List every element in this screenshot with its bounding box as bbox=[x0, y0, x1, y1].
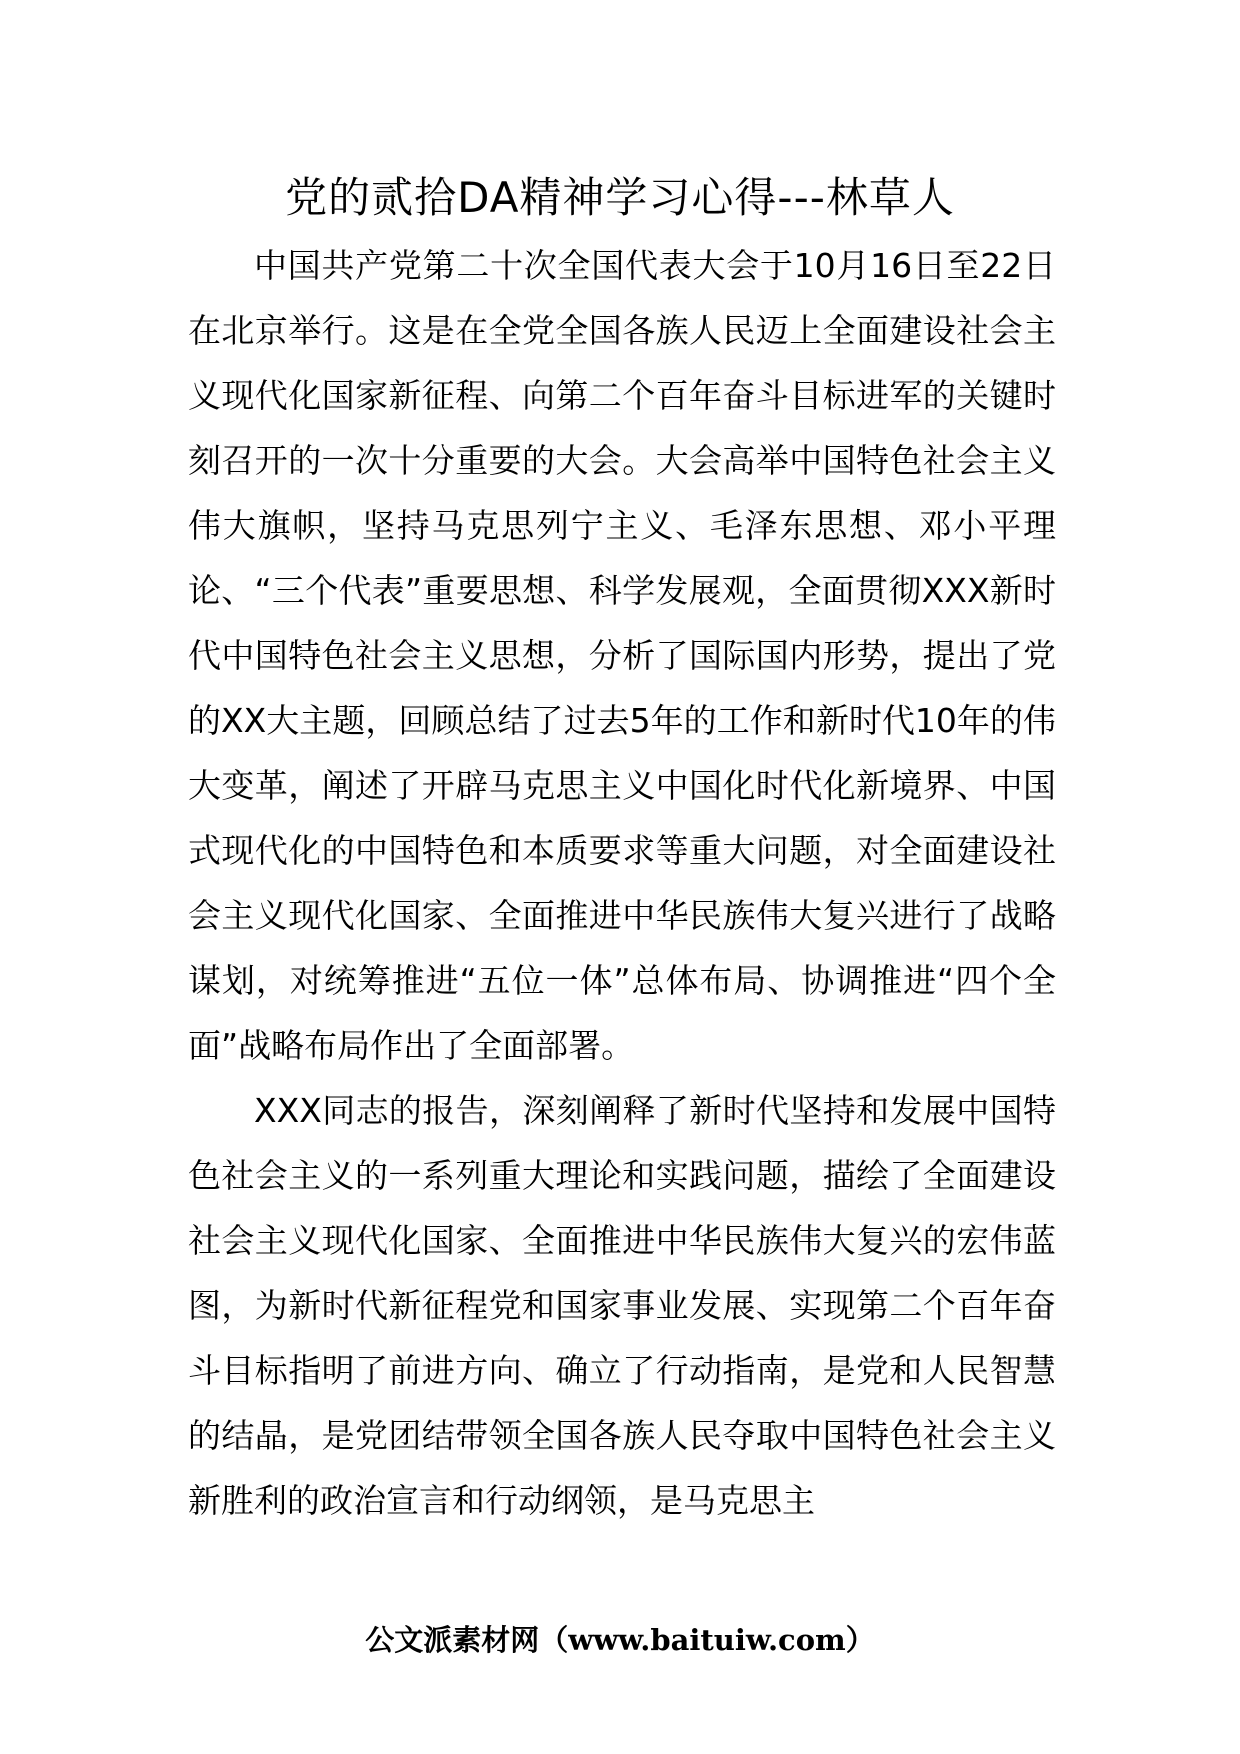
document-body bbox=[188, 233, 1056, 1533]
page-footer: 公文派素材网（www.baituiw.com） bbox=[365, 1623, 875, 1657]
paragraph-1: 中国共产党第二十次全国代表大会于10月16日至22日在北京举行。这是在全党全国各族人民迈上全面建设社会主义现代化国家新征程、向第二个百年奋斗目标进军的关键时刻召开的一次十分重要的大会。大会高举中国特色社会主义伟大旗帜，坚持马克思列宁主义、毛泽东思想、邓小平理论、“三个代表”重要思想、科学发展观，全面贯彻XXX新时代中国特色社会主义思想，分析了国际国内形势，提出了党的XX大主题，回顾总结了过去5年的工作和新时代10年的伟大变革，阐述了开辟马克思主义中国化时代化新境界、中国式现代化的中国特色和本质要求等重大问题，对全面建设社会主义现代化国家、全面推进中华民族伟大复兴进行了战略谋划，对统筹推进“五位一体”总体布局、协调推进“四个全面”战略布局作出了全面部署。 bbox=[188, 246, 1056, 1065]
document-title: 党的贰拾DA精神学习心得---林草人 bbox=[285, 173, 955, 222]
paragraph-2: XXX同志的报告，深刻阐释了新时代坚持和发展中国特色社会主义的一系列重大理论和实践问题，描绘了全面建设社会主义现代化国家、全面推进中华民族伟大复兴的宏伟蓝图，为新时代新征程党和国家事业发展、实现第二个百年奋斗目标指明了前进方向、确立了行动指南，是党和人民智慧的结晶，是党团结带领全国各族人民夺取中国特色社会主义新胜利的政治宣言和行动纲领，是马克思主 bbox=[188, 1091, 1056, 1520]
